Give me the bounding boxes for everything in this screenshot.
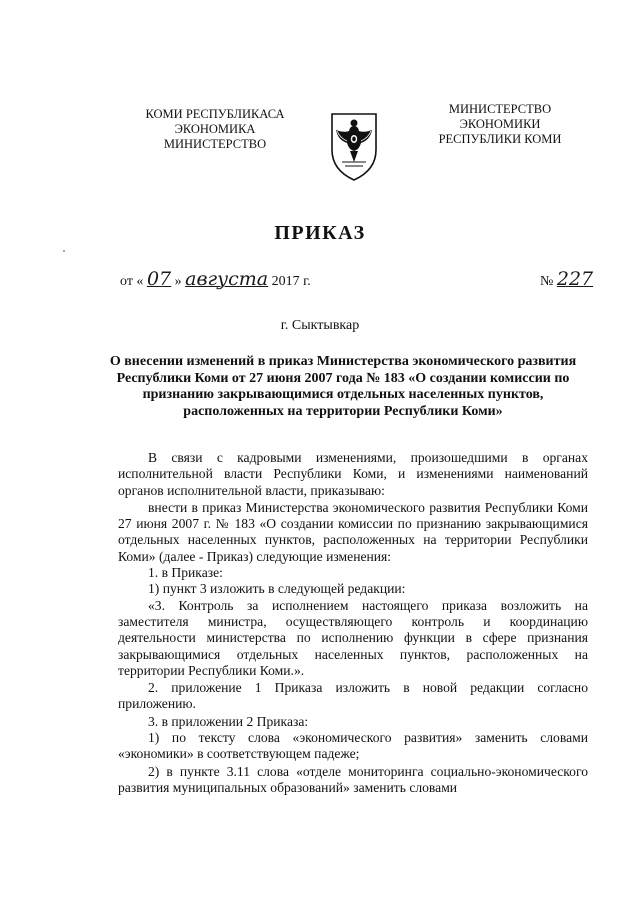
document-title: ПРИКАЗ: [274, 222, 366, 244]
number-value-handwritten: 227: [556, 268, 594, 290]
city: г. Сыктывкар: [280, 318, 360, 333]
header-left-line: КОМИ РЕСПУБЛИКАСА: [145, 107, 285, 121]
body-paragraph: 2. приложение 1 Приказа изложить в новой редакции согласно приложению.: [118, 680, 588, 712]
date-month-handwritten: августа: [185, 268, 269, 290]
body-paragraph: внести в приказ Министерства экономического развития Республики Коми 27 июня 2007 г. № 183 «О создании комиссии по признанию закрывающимися отдельных населенных пунктов, расположенных на территории Республики Коми» (далее - Приказ) следующие изменения:: [118, 499, 588, 564]
body-paragraph: 3. в приложении 2 Приказа:: [148, 713, 309, 729]
header-left-line: МИНИСТЕРСТВО: [163, 137, 267, 151]
body-paragraph: 1) по тексту слова «экономического развития» заменить словами «экономики» в соответствующем падеже;: [118, 730, 588, 762]
date-mid: »: [174, 274, 182, 289]
order-body: [118, 450, 588, 796]
date-day-handwritten: 07: [146, 268, 172, 290]
body-paragraph: 1. в Приказе:: [148, 565, 223, 581]
order-number: [540, 268, 593, 290]
komi-republic-coat-of-arms-icon: [328, 110, 380, 182]
date-year: 2017 г.: [271, 274, 311, 289]
header-russian-language: [425, 102, 575, 147]
date-prefix: от «: [120, 274, 144, 289]
header-komi-language: [140, 107, 290, 152]
body-paragraph: 1) пункт 3 изложить в следующей редакции:: [148, 581, 406, 597]
order-subject: О внесении изменений в приказ Министерства экономического развития Республики Коми от 27 июня 2007 года № 183 «О создании комиссии по признанию закрывающимися отдельных населенных пунктов, расположенных на территории Республики Коми»: [109, 354, 577, 419]
header-left-line: ЭКОНОМИКА: [174, 122, 256, 136]
header-right-line: РЕСПУБЛИКИ КОМИ: [438, 132, 562, 146]
header-right-line: МИНИСТЕРСТВО: [448, 102, 552, 116]
body-paragraph: 2) в пункте 3.11 слова «отделе мониторинга социально-экономического развития муниципальных образований» заменить словами: [118, 763, 588, 795]
body-paragraph: «3. Контроль за исполнением настоящего приказа возложить на заместителя министра, осуществляющего контроль и координацию деятельности министерства по исполнению функции в сфере признания закрывающимися отдельных населенных пунктов, расположенных на территории Республики Коми.».: [118, 597, 588, 678]
number-prefix: №: [540, 274, 554, 289]
scan-speck: [63, 250, 65, 252]
body-paragraph: В связи с кадровыми изменениями, произошедшими в органах исполнительной власти Республики Коми, и изменениями наименований органов исполнительной власти, приказываю:: [118, 450, 588, 498]
order-date: [120, 268, 311, 290]
header-right-line: ЭКОНОМИКИ: [459, 117, 541, 131]
